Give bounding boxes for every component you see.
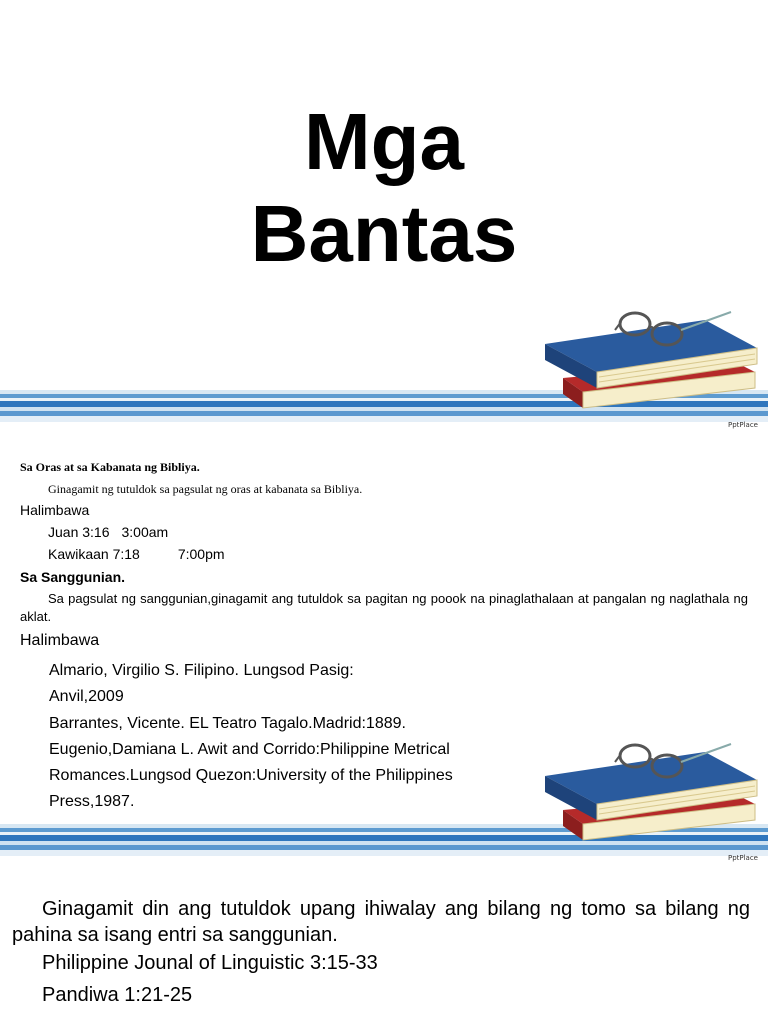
title-line-2: Bantas — [250, 189, 518, 278]
example-time: 3:00am — [121, 524, 169, 540]
paragraph-volume: Ginagamit din ang tutuldok upang ihiwalay ang bilang ng tomo sa bilang ng pahina sa isang entri sa sanggunian. — [12, 898, 750, 946]
content-slide — [0, 432, 768, 864]
example-line: Pandiwa 1:21-25 — [42, 984, 193, 1006]
watermark: PptPlace — [727, 854, 758, 862]
reference-line: Almario, Virgilio S. Filipino. Lungsod Pasig: — [49, 662, 354, 679]
reference-list — [49, 658, 529, 816]
example-time: 7:00pm — [177, 546, 225, 562]
reference-line: Barrantes, Vicente. EL Teatro Tagalo.Madrid:1889. — [49, 714, 406, 732]
title-line-1: Mga — [304, 97, 464, 186]
reference-line: Romances.Lungsod Quezon:University of the Philippines — [49, 767, 453, 785]
reference-line: Press,1987. — [49, 793, 135, 811]
reference-line: Eugenio,Damiana L. Awit and Corrido:Philippine Metrical — [49, 740, 450, 758]
title-slide — [0, 0, 768, 430]
example-ref: Juan 3:16 — [48, 524, 110, 540]
example-line: Philippine Jounal of Linguistic 3:15-33 — [42, 952, 378, 974]
books-glasses-icon — [535, 732, 763, 862]
paragraph-reference: Sa pagsulat ng sanggunian,ginagamit ang tutuldok sa pagitan ng poook na pinaglathalaan at pangalan ng naglathala ng aklat. — [20, 591, 748, 624]
content-slide-3 — [0, 864, 768, 1024]
section-heading-time: Sa Oras at sa Kabanata ng Bibliya. — [20, 460, 200, 474]
watermark: PptPlace — [727, 421, 758, 429]
example-label: Halimbawa — [20, 502, 90, 518]
section-heading-reference: Sa Sanggunian. — [20, 569, 126, 585]
slide-title — [0, 96, 768, 280]
example-row — [48, 524, 768, 540]
paragraph-time: Ginagamit ng tutuldok sa pagsulat ng oras at kabanata sa Bibliya. — [48, 482, 363, 496]
reference-line: Anvil,2009 — [49, 688, 124, 706]
example-row — [48, 546, 768, 562]
example-label: Halimbawa — [20, 632, 100, 649]
books-glasses-icon — [535, 300, 763, 430]
example-ref: Kawikaan 7:18 — [48, 546, 140, 562]
